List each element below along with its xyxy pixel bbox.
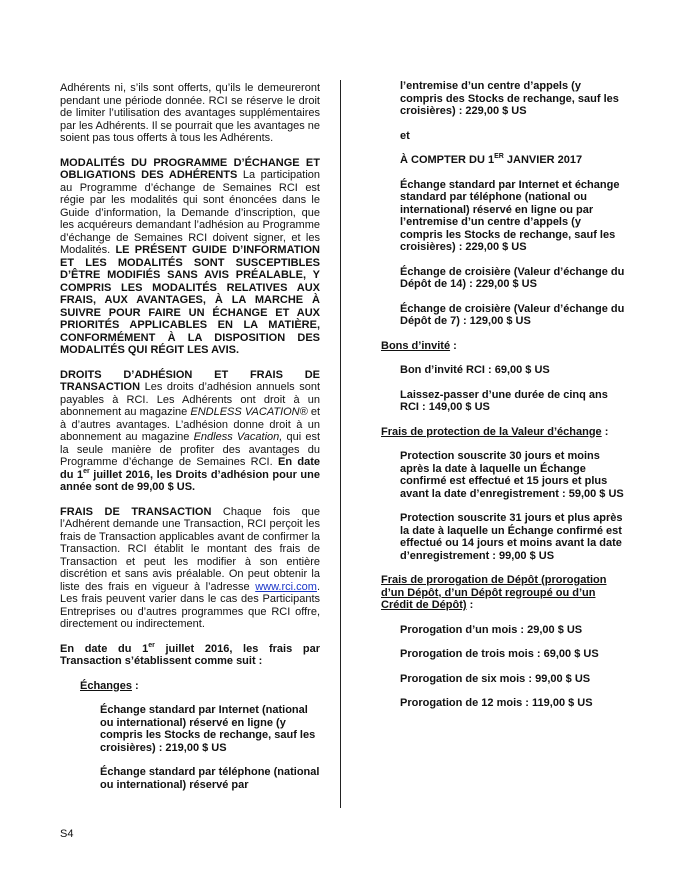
heading-echanges: Échanges : [80,679,139,692]
fee-croisiere-7: Échange de croisière (Valeur d’échange du Dépôt de 7) : 129,00 $ US [400,302,625,327]
heading-protection: Frais de protection de la Valeur d’échange : [381,425,609,438]
fee-protection-30: Protection souscrite 30 jours et moins après la date à laquelle un Échange confirmé est effectué et 15 jours et plus avant la date d’enregistrement : 59,00 $ US [400,450,624,500]
paragraph-avantages: Adhérents ni, s’ils sont offerts, qu’ils le demeureront pendant une période donnée. RCI se réserve le droit de limiter l’utilisation des avantages supplémentaires par les Adhérents. Il se pourrait que les avantages ne soient pas tous offerts à tous les Adhérents. [60,82,320,144]
heading-modalites: MODALITÉS DU PROGRAMME D’ÉCHANGE ET OBLIGATIONS DES ADHÉRENTS [60,156,320,181]
fee-prorogation-1: Prorogation d’un mois : 29,00 $ US [400,623,583,636]
fee-croisiere-14: Échange de croisière (Valeur d’échange du Dépôt de 14) : 229,00 $ US [400,265,625,290]
heading-a-compter: À COMPTER DU 1ER JANVIER 2017 [400,153,583,166]
fee-echange-telephone-cont: l’entremise d’un centre d’appels (y compris des Stocks de rechange, sauf les croisières) : 229,00 $ US [400,80,619,117]
fee-prorogation-6: Prorogation de six mois : 99,00 $ US [400,672,591,685]
fee-laissez-passer: Laissez-passer d’une durée de cinq ans RCI : 149,00 $ US [400,388,608,413]
fee-echange-standard-2017: Échange standard par Internet et échange standard par téléphone (national ou international) réservé en ligne ou par l’entremise d’un centre d’appels (y compris les Stocks de rechange, sauf les croisières) : 229,00 $ US [400,178,620,253]
fee-echange-internet: Échange standard par Internet (national ou international) réservé en ligne (y compris les Stocks de rechange, sauf les croisières) : 219,00 $ US [100,704,316,754]
fee-prorogation-12: Prorogation de 12 mois : 119,00 $ US [400,697,593,709]
paragraph-frais-transaction: FRAIS DE TRANSACTION Chaque fois que l’Adhérent demande une Transaction, RCI perçoit les frais de Transaction applicables avant de confirmer la Transaction. RCI établit le montant des frais de Transaction et peut les modifier à son entière discrétion et sans avis préalable. On peut obtenir la liste des frais en vigueur à l’adresse www.rci.com. Les frais peuvent varier dans le cas des Participants Entreprises ou d’autres programmes que RCI offre, directement ou indirectement. [60,505,321,630]
fee-protection-31: Protection souscrite 31 jours et plus après la date à laquelle un Échange confirmé est effectué ou 14 jours et moins avant la date d’enregistrement : 99,00 $ US [400,512,623,562]
heading-prorogation: Frais de prorogation de Dépôt (prorogation d’un Dépôt, d’un Dépôt regroupé ou d’un Crédit de Dépôt) : [381,574,607,611]
right-column [381,80,626,722]
column-divider [340,80,341,808]
fee-prorogation-3: Prorogation de trois mois : 69,00 $ US [400,648,599,660]
left-column [60,82,320,803]
paragraph-modalites: MODALITÉS DU PROGRAMME D’ÉCHANGE ET OBLIGATIONS DES ADHÉRENTS La participation au Programme d’échange de Semaines RCI est régie par les modalités qui sont énoncées dans le Guide d’information, la Demande d’inscription, que les acquéreurs demandant l’adhésion au Programme d’échange de Semaines RCI doivent signer, et les Modalités. LE PRÉSENT GUIDE D’INFORMATION ET LES MODALITÉS SONT SUSCEPTIBLES D’ÊTRE MODIFIÉS SANS AVIS PRÉALABLE, Y COMPRIS LES MODALITÉS RELATIVES AUX FRAIS, AUX AVANTAGES, À LA MARCHE À SUIVRE POUR FAIRE UN ÉCHANGE ET AUX PRIORITÉS APPLICABLES EN LA MATIÈRE, CONFORMÉMENT À LA DISPOSITION DES MODALITÉS QUI RÉGIT LES AVIS. [60,156,320,356]
heading-bons-invite: Bons d’invité : [381,339,457,352]
paragraph-frais-date: En date du 1er juillet 2016, les frais par Transaction s’établissent comme suit : [60,641,320,667]
fee-bon-invite: Bon d’invité RCI : 69,00 $ US [400,364,550,376]
paragraph-droits-adhesion: DROITS D’ADHÉSION ET FRAIS DE TRANSACTION Les droits d’adhésion annuels sont payables à RCI. Les Adhérents ont droit à un abonnement au magazine ENDLESS VACATION® et à d’autres avantages. L’adhésion donne droit à un abonnement au magazine Endless Vacation, qui est la seule manière de profiter des avantages du Programme d’échange de Semaines RCI. En date du 1er juillet 2016, les Droits d’adhésion pour une année sont de 99,00 $ US. [60,368,320,493]
page-number: S4 [60,828,74,840]
heading-frais-transaction: FRAIS DE TRANSACTION [60,505,212,518]
rci-website-link[interactable]: www.rci.com [255,580,317,593]
fee-echange-telephone: Échange standard par téléphone (national ou international) réservé par [100,766,320,791]
heading-droits-adhesion: DROITS D’ADHÉSION ET FRAIS DE TRANSACTION [60,368,320,393]
conjunction-et: et [400,129,410,142]
